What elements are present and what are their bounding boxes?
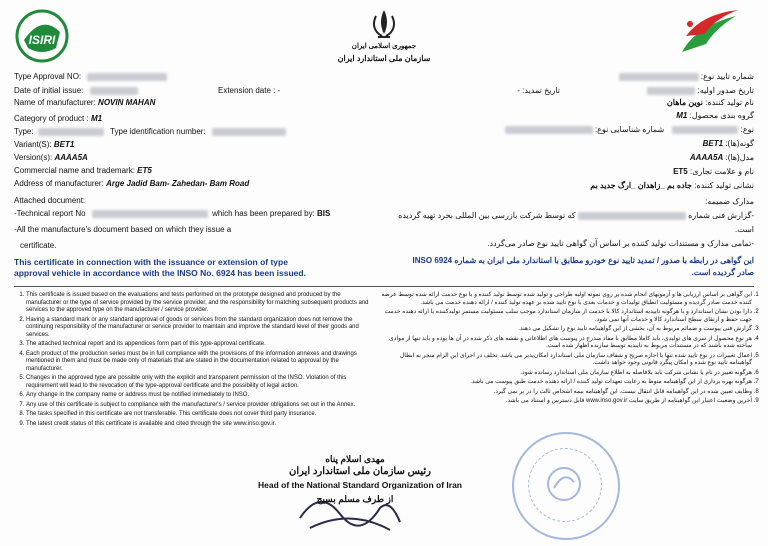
trademark-value: ET5 [137, 166, 152, 175]
address-row [14, 179, 249, 188]
fa-trademark-row [560, 167, 754, 176]
tech-report-by: BIS [317, 209, 331, 218]
fa-tech-report-redacted [578, 212, 686, 220]
emblem-icon [366, 8, 402, 40]
flag-logo-icon [676, 6, 742, 64]
fa-attached-label: مدارک ضمیمه: [705, 197, 754, 206]
type-redacted [38, 128, 104, 136]
variant-value: BET1 [53, 140, 75, 149]
manufacturer-row [14, 98, 155, 107]
type-approval-label: Type Approval NO: [14, 72, 82, 81]
fa-manufacturer-doc: -تمامی مدارک و مستندات تولید کننده بر اساس آن گواهی تایید نوع صادر می‌گردد. [487, 239, 754, 248]
note-fa-item: 9. آخرین وضعیت اعتبار این گواهینامه از طریق سایت www.inso.gov.ir قابل دسترس و استناد می باشد. [380, 398, 752, 406]
fa-date-row [560, 86, 754, 95]
note-en-item: 5. Changes in the approved type are possible only with the explicit and transparent permission of the INSO. Violation of this requirement will lead to the revocation of the type-approval certificate and the possibility of legal action. [26, 375, 371, 390]
fa-tech-report-line3: است. [734, 225, 754, 234]
category-value: M1 [90, 114, 103, 123]
fa-type-approval-row [560, 72, 754, 81]
signatory-title-fa: رئیس سازمان ملی استاندارد ایران [288, 466, 431, 477]
fa-trademark-label: نام و علامت تجاری: [689, 167, 754, 176]
note-en-item: 2. Having a standard mark or any standard approval of goods or services from the standard organization does not remove the continuing responsibility of the manufacturer or service provider to maintain and improve the standard level of their goods and services. [26, 317, 371, 340]
fa-type-id-redacted [505, 126, 593, 134]
section-divider [14, 286, 754, 287]
official-stamp-icon [512, 432, 620, 540]
fa-type-label: نوع: [740, 125, 754, 134]
note-en-item: 3. The attached technical report and its appendices form part of this type-approval certificate. [26, 341, 371, 349]
fa-date-label: تاریخ صدور اولیه: [697, 86, 754, 95]
fa-tech-report-line1: -گزارش فنی شماره [688, 211, 754, 220]
date-label: Date of initial issue: [14, 86, 84, 95]
fa-manufacturer-value: نوین ماهان [666, 98, 704, 107]
note-fa-item: 2. دارا بودن نشان استاندارد و یا هرگونه تاییدیه استاندارد کالا یا خدمت از سازمان استاندارد موجب سلب مسئولیت مستمر تولید‌کننده یا ارائه دهنده خدمت جهت حفظ و ارتقای سطح استاندارد کالا و خدمات آنها نمی شود. [380, 309, 752, 324]
type-label: Type: [14, 127, 34, 136]
attached-label: Attached document: [14, 196, 86, 205]
note-en-item: 8. The tasks specified in this certificate are not transferable. This certificate does not cover third party insurance. [26, 411, 371, 419]
note-fa-item: 6. هرگونه تغییر در نام یا نشانی شرکت باید بلافاصله به اطلاع سازمان ملی استاندارد رسانده شود. [380, 370, 752, 378]
tech-report-suffix: which has been prepared by: [212, 209, 315, 218]
org-name: سازمان ملی استاندارد ایران [337, 54, 431, 63]
note-fa-item: 1. این گواهی بر اساس ارزیابی ها و آزمونهای انجام شده بر روی نمونه اولیه طراحی و تولید شده توسط تولید کننده و یا نوع خدمت ارائه شده توسط عرضه کننده خدمت صادر گردیده و مسئولیت انطباق تولیدات و خدمات بعدی با نوع تایید شده بر عهده تولید کننده / ارائه دهنده خدمت می باشد. [380, 292, 752, 307]
type-id-redacted [212, 128, 286, 136]
tech-report-row [14, 209, 330, 218]
type-id-label: Type identification number: [110, 127, 206, 136]
fa-extension-label: تاریخ تمدید: - [517, 86, 560, 95]
manufacturer-doc-line2: certificate. [20, 241, 57, 250]
note-fa-item: 4. هر نوع محصول از سری های تولیدی، باید کاملا مطابق با مفاد مندرج در پیوست های اطلاعاتی و نقشه های ذکر شده در آن ها بوده و باید تنها از موادی ساخته شده باشند که در مستندات مربوط به تاییدیه توسط سازنده اظهار شده است. [380, 336, 752, 351]
tech-report-redacted [92, 210, 208, 218]
fa-tech-report-line2: که توسط شرکت بازرسی بین المللی بخرد تهیه گردیده [398, 211, 576, 220]
signatory-title-en: Head of the National Standard Organization of Iran [257, 480, 463, 490]
fa-type-approval-redacted [619, 73, 699, 81]
note-fa-item: 5. اعمال تغییرات در نوع تایید شده تنها با اجازه صریح و شفاف سازمان ملی استاندارد امکان‌پذیر می باشد. تخلف در اجرای این الزام منجر به ابطال گواهینامه تایید نوع شده و امکان پیگرد قانونی وجود خواهد داشت. [380, 353, 752, 368]
manufacturer-doc-line1: -All the manufacture's document based on which they issue a [14, 225, 232, 234]
note-en-item: 6. Any change in the company name or address must be notified immediately to INSO. [26, 392, 371, 400]
statement-en: This certificate in connection with the issuance or extension of type approval vehicle in accordance with the INSO No. 6924 has been issued. [14, 257, 306, 278]
variant-row [14, 140, 74, 149]
notes-en-list [8, 292, 371, 430]
fa-date-redacted [647, 87, 695, 95]
fa-manufacturer-label: نام تولید کننده: [705, 98, 754, 107]
address-value: Arge Jadid Bam- Zahedan- Bam Road [106, 179, 250, 188]
fa-type-id-label: شماره شناسایی نوع: [594, 125, 665, 134]
fa-address-row [500, 181, 754, 190]
fa-type-redacted [672, 126, 738, 134]
fa-version-label: مدل(ها): [725, 153, 754, 162]
logo-text: ISIRI [28, 33, 56, 47]
version-value: AAAA5A [54, 153, 88, 162]
note-fa-item: 8. وظایف تعیین شده در این گواهینامه قابل انتقال نیست. این گواهینامه بیمه اشخاص ثالث را در بر نمی گیرد. [380, 389, 752, 397]
category-label: Category of product : [14, 114, 89, 123]
fa-category-value: M1 [676, 111, 688, 120]
fa-address-label: نشانی تولید کننده: [694, 181, 754, 190]
category-row [14, 114, 102, 123]
fa-variant-row [560, 139, 754, 148]
note-en-item: 4. Each product of the production series must be in full compliance with the provisions of the information annexes and drawings mentioned in them and must be made only of materials that are stated in the documentation related to approval by the manufacturer. [26, 351, 371, 374]
note-en-item: 1. This certificate is issued based on the evaluations and tests performed on the prototype designed and produced by the manufacturer or the type of service provided by the service provider, and the responsibility for matching subsequent products and services to the approved type on the manufacturer / service provider. [26, 292, 371, 315]
type-row [14, 127, 286, 136]
fa-version-value: AAAA5A [689, 153, 724, 162]
version-label: Version(s): [14, 153, 53, 162]
tech-report-prefix: -Technical report No [14, 209, 86, 218]
date-row [14, 86, 138, 95]
trademark-row [14, 166, 152, 175]
signatory-by: از طرف مسلم بسیج [316, 494, 394, 504]
type-approval-redacted [87, 73, 167, 81]
fa-variant-value: BET1 [702, 139, 724, 148]
emblem-title: جمهوری اسلامی ایران [351, 43, 417, 50]
address-label: Address of manufacturer: [14, 179, 104, 188]
note-fa-item: 3. گزارش فنی پیوست و ضمائم مربوط به آن، بخشی از این گواهینامه تایید نوع را تشکیل می دهند. [380, 326, 752, 334]
fa-manufacturer-row [560, 98, 754, 107]
fa-version-row [560, 153, 754, 162]
signatory-name: مهدی اسلام پناه [325, 454, 385, 464]
fa-tech-report-row [400, 211, 754, 220]
note-fa-item: 7. هرگونه بهره برداری از این گواهینامه منوط به رعایت تعهدات تولید کننده / ارائه دهنده خدمت طبق پیوست می باشد. [380, 379, 752, 387]
fa-category-label: گروه بندی محصول: [689, 111, 754, 120]
note-en-item: 9. The latest credit status of this certificate is available and cited through the site www.inso.gov.ir. [26, 421, 371, 429]
fa-variant-label: گونه(ها): [725, 139, 754, 148]
manufacturer-label: Name of manufacturer: [14, 98, 96, 107]
notes-fa-list [380, 292, 768, 408]
variant-label: Variant(S): [14, 140, 52, 149]
note-en-item: 7. Any use of this certificate is subject to compliance with the manufacturer's / service provider obligations set out in the Annex. [26, 402, 371, 410]
fa-category-row [560, 111, 754, 120]
extension-label: Extension date : - [218, 86, 281, 95]
isiri-logo-left [14, 8, 70, 64]
type-approval-row [14, 72, 167, 81]
trademark-label: Commercial name and trademark: [14, 166, 135, 175]
fa-address-value: جاده بم _زاهدان _ارگ جدید بم [590, 181, 692, 190]
date-redacted [90, 87, 138, 95]
manufacturer-value: NOVIN MAHAN [98, 98, 156, 107]
fa-type-approval-label: شماره تایید نوع: [700, 72, 754, 81]
statement-fa: این گواهی در رابطه با صدور / تمدید تایید نوع خودرو مطابق با استاندارد ملی ایران به شماره INSO 6924 صادر گردیده است. [412, 256, 754, 277]
fa-trademark-value: ET5 [673, 167, 688, 176]
version-row [14, 153, 88, 162]
fa-type-row [440, 125, 754, 134]
